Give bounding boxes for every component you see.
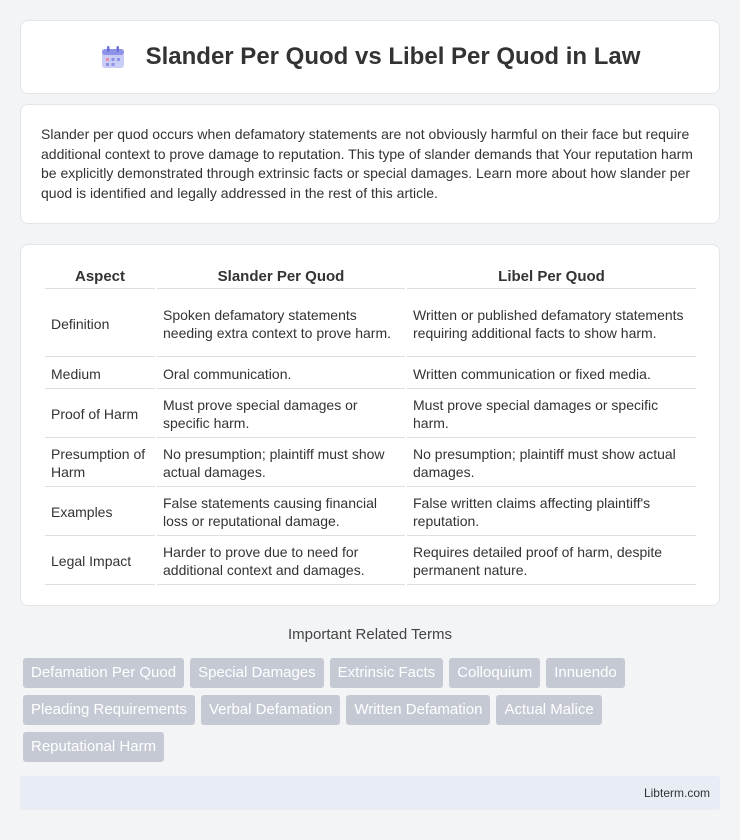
tag-extrinsic-facts[interactable]: Extrinsic Facts xyxy=(330,658,444,688)
cell-slander: Oral communication. xyxy=(157,359,405,389)
header-card xyxy=(20,20,720,94)
table-row xyxy=(45,538,696,585)
cell-libel: Written or published defamatory statements requiring additional facts to show harm. xyxy=(407,291,696,357)
comparison-table-card xyxy=(20,244,720,606)
cell-slander: Harder to prove due to need for additional context and damages. xyxy=(157,538,405,585)
tag-colloquium[interactable]: Colloquium xyxy=(449,658,540,688)
table-row xyxy=(45,489,696,536)
page-title: Slander Per Quod vs Libel Per Quod in Law xyxy=(145,43,641,70)
cell-slander: Spoken defamatory statements needing extra context to prove harm. xyxy=(157,291,405,357)
related-tags xyxy=(23,658,723,762)
cell-aspect: Medium xyxy=(45,359,155,389)
cell-aspect: Definition xyxy=(45,291,155,357)
cell-libel: No presumption; plaintiff must show actual damages. xyxy=(407,440,696,487)
header-libel: Libel Per Quod xyxy=(407,267,696,289)
tag-verbal-defamation[interactable]: Verbal Defamation xyxy=(201,695,340,725)
table-row xyxy=(45,391,696,438)
cell-aspect: Presumption of Harm xyxy=(45,440,155,487)
cell-aspect: Examples xyxy=(45,489,155,536)
table-row xyxy=(45,440,696,487)
tag-innuendo[interactable]: Innuendo xyxy=(546,658,625,688)
related-terms-title: Important Related Terms xyxy=(288,626,452,643)
intro-card xyxy=(20,104,720,224)
cell-slander: No presumption; plaintiff must show actual damages. xyxy=(157,440,405,487)
cell-slander: False statements causing financial loss or reputational damage. xyxy=(157,489,405,536)
intro-text: Slander per quod occurs when defamatory statements are not obviously harmful on their face but require additional context to prove damage to reputation. This type of slander demands that Your reputation harm be explicitly demonstrated through extrinsic facts or special damages. Learn more about how slander per quod is identified and legally addressed in the rest of this article. xyxy=(41,126,693,201)
tag-reputational-harm[interactable]: Reputational Harm xyxy=(23,732,164,762)
cell-libel: False written claims affecting plaintiff's reputation. xyxy=(407,489,696,536)
tag-written-defamation[interactable]: Written Defamation xyxy=(346,695,490,725)
cell-aspect: Proof of Harm xyxy=(45,391,155,438)
header-aspect: Aspect xyxy=(45,267,155,289)
tag-special-damages[interactable]: Special Damages xyxy=(190,658,324,688)
cell-libel: Must prove special damages or specific harm. xyxy=(407,391,696,438)
calendar-icon xyxy=(100,44,126,70)
cell-aspect: Legal Impact xyxy=(45,538,155,585)
table-row xyxy=(45,359,696,389)
tag-pleading-requirements[interactable]: Pleading Requirements xyxy=(23,695,195,725)
table-header-row xyxy=(45,267,696,289)
footer xyxy=(20,776,720,810)
cell-libel: Requires detailed proof of harm, despite permanent nature. xyxy=(407,538,696,585)
header-slander: Slander Per Quod xyxy=(157,267,405,289)
table-row xyxy=(45,291,696,357)
cell-libel: Written communication or fixed media. xyxy=(407,359,696,389)
footer-site-link[interactable]: Libterm.com xyxy=(643,786,710,800)
tag-defamation-per-quod[interactable]: Defamation Per Quod xyxy=(23,658,184,688)
comparison-table xyxy=(43,265,698,587)
tag-actual-malice[interactable]: Actual Malice xyxy=(496,695,601,725)
cell-slander: Must prove special damages or specific harm. xyxy=(157,391,405,438)
